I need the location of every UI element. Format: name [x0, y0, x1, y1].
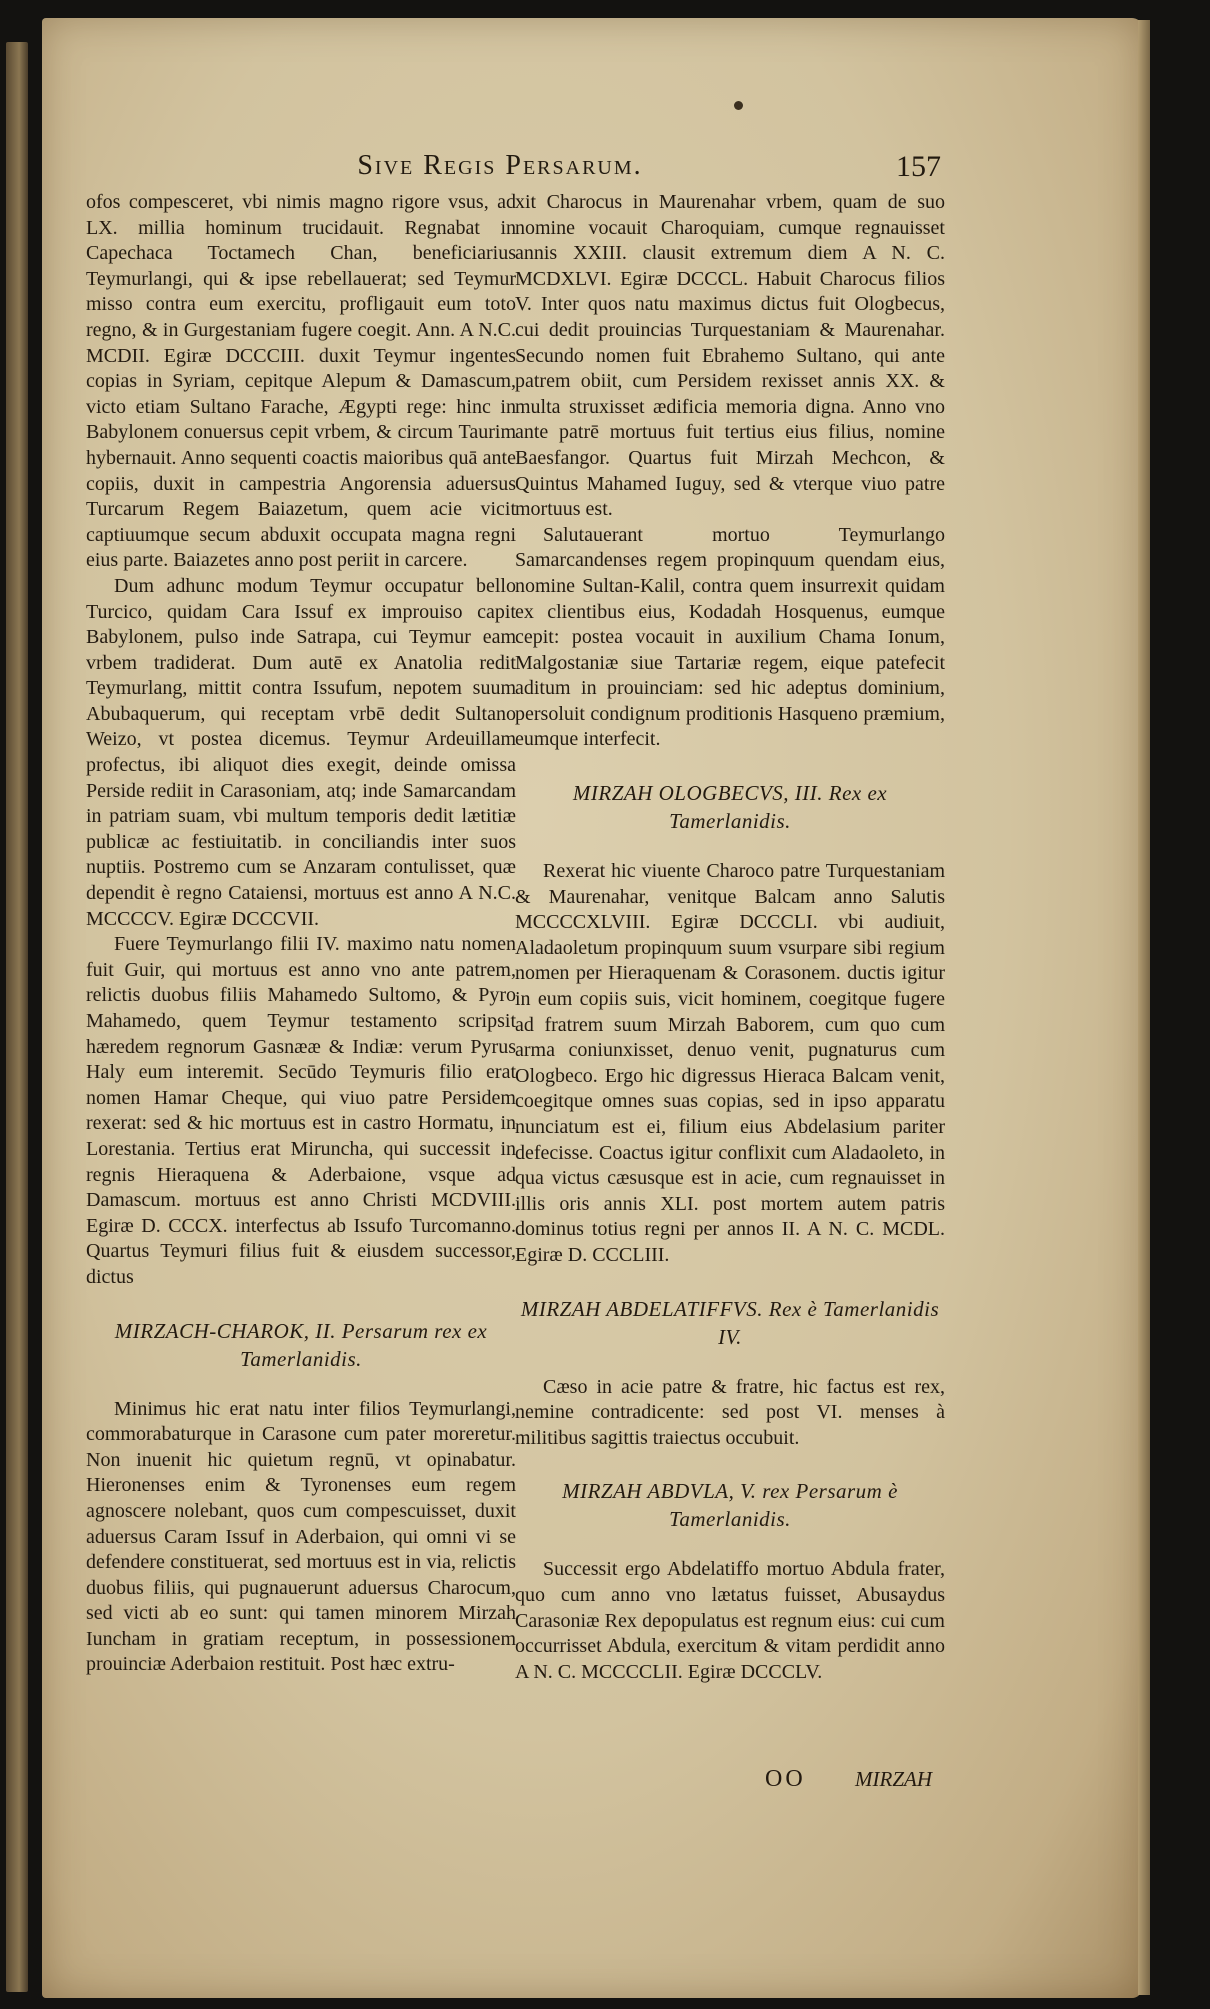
right-paragraph-1: xit Charocus in Maurenahar vrbem, quam de suo nomine vocauit Charoquiam, cumque regnauisset annis XXIII. clausit extremum diem A N. C. MCDXLVI. Egiræ DCCCL. Habuit Charocus filios V. Inter quos natu maximus dictus fuit Ologbecus, cui dedit prouincias Turquestaniam & Maurenahar. Secundo nomen fuit Ebrahemo Sultano, qui ante patrem obiit, cum Persidem rexisset annis XX. & multa struxisset ædificia memoria digna. Anno vno ante patrē mortuus fuit tertius eius filius, nomine Baesfangor. Quartus fuit Mirzah Mechcon, & Quintus Mahamed Iuguy, sed & vterque viuo patre mortuus est.: [515, 191, 945, 521]
running-head: Sive Regis Persarum.: [357, 150, 643, 181]
section-heading-ologbecus: MIRZAH OLOGBECVS, III. Rex ex Tamerlanidis.: [572, 781, 888, 834]
catchword: MIRZAH: [855, 1767, 932, 1791]
left-paragraph-3: Fuere Teymurlango filii IV. maximo natu nomen fuit Guir, qui mortuus est anno vno ante patrem, relictis duobus filiis Mahamedo Sultomo, & Pyro Mahamedo, quem Teymur testamento scripsit hæredem regnorum Gasnææ & Indiæ: verum Pyrus Haly eum interemit. Secūdo Teymuris filio erat nomen Hamar Cheque, qui viuo patre Persidem rexerat: sed & hic mortuus est in castro Hormatu, in Lorestania. Tertius erat Miruncha, qui successit in regnis Hieraquena & Aderbaione, vsque ad Damascum. mortuus est anno Christi MCDVIII. Egiræ D. CCCX. interfectus ab Issufo Turcomanno. Quartus Teymuri filius fuit & eiusdem successor, dictus: [86, 933, 516, 1288]
left-paragraph-2: Dum adhunc modum Teymur occupatur bello Turcico, quidam Cara Issuf ex improuiso capit Babylonem, pulso inde Satrapa, cui Teymur eam vrbem tradiderat. Dum autē ex Anatolia redit Teymurlang, mittit contra Issufum, nepotem suum Abubaquerum, qui receptam vrbē dedit Sultano Weizo, vt postea dicemus. Teymur Ardeuillam profectus, ibi aliquot dies exegit, deinde omissa Perside rediit in Carasoniam, atq; inde Samarcandam in patriam suam, vbi multum temporis dedit lætitiæ publicæ ac festiuitatib. in conciliandis inter suos nuptiis. Postremo cum se Anzaram contulisset, quæ dependit è regno Cataiensi, mortuus est anno A N.C. MCCCCV. Egiræ DCCCVII.: [86, 574, 516, 930]
right-paragraph-4: Cæso in acie patre & fratre, hic factus est rex, nemine contradicente: sed post VI. menses à militibus sagittis traiectus occubuit.: [515, 1375, 945, 1449]
right-paragraph-3: Rexerat hic viuente Charoco patre Turquestaniam & Maurenahar, venitque Balcam anno Salutis MCCCCXLVIII. Egiræ DCCCLI. vbi audiuit, Aladaoletum propinquum suum vsurpare sibi regium nomen per Hieraquenam & Corasonem. ductis igitur in eum copiis suis, vicit hominem, coegitque fugere ad fratrem suum Mirzah Baborem, cum quo cum arma coniunxisset, denuo venit, pugnaturus cum Ologbeco. Ergo hic digressus Hieraca Balcam venit, coegitque omnes suas copias, sed in ipso apparatu nunciatum est ei, filium eius Abdelasium pariter defecisse. Coactus igitur conflixit cum Aladaoleto, in qua victus cæsusque est in acie, cum regnauisset in illis oris annis XLI. post mortem autem patris dominus totius regni per annos II. A N. C. MCDL. Egiræ D. CCCLIII.: [515, 860, 945, 1266]
left-column: [86, 190, 516, 1678]
ink-speck: [734, 101, 743, 110]
previous-page-edge: [6, 42, 28, 1992]
section-heading-abdula: MIRZAH ABDVLA, V. rex Persarum è Tamerlanidis.: [562, 1479, 898, 1532]
page-fore-edge: [1138, 20, 1150, 1995]
page-number: 157: [896, 150, 941, 183]
left-paragraph-1: ofos compesceret, vbi nimis magno rigore vsus, ad LX. millia hominum trucidauit. Regnabat in Capechaca Toctamech Chan, beneficiarius Teymurlangi, qui & ipse rebellauerat; sed Teymur misso contra eum exercitu, profligauit eum toto regno, & in Gurgestaniam fugere coegit. Ann. A N.C. MCDII. Egiræ DCCCIII. duxit Teymur ingentes copias in Syriam, cepitque Alepum & Damascum, victo etiam Sultano Farache, Ægypti rege: hinc in Babylonem conuersus cepit vrbem, & circum Taurim hybernauit. Anno sequenti coactis maioribus quā ante copiis, duxit in campestria Angorensia aduersus Turcarum Regem Baiazetum, quem acie vicit captiuumque secum abduxit occupata magna regni eius parte. Baiazetes anno post periit in carcere.: [86, 191, 516, 572]
signature-mark: OO: [765, 1766, 806, 1792]
left-paragraph-4: Minimus hic erat natu inter filios Teymurlangi, commorabaturque in Carasone cum pater moreretur. Non inuenit hic quietum regnū, vt opinabatur. Hieronenses enim & Tyronenses eum regem agnoscere nolebant, quos cum compescuisset, duxit aduersus Caram Issuf in Aderbaion, qui omni vi se defendere constituerat, sed mortuus est in via, relictis duobus filiis, qui pugnauerunt aduersus Charocum, sed victi ab eo sunt: qui tamen minorem Mirzah Iuncham in gratiam receptum, in possessionem prouinciæ Aderbaion restituit. Post hæc extru-: [86, 1397, 516, 1676]
right-column: [515, 190, 945, 1685]
section-heading-abdelatiffus: MIRZAH ABDELATIFFVS. Rex è Tamerlanidis IV.: [520, 1296, 940, 1349]
section-heading-charok: MIRZACH-CHAROK, II. Persarum rex ex Tamerlanidis.: [114, 1318, 488, 1371]
right-paragraph-2: Salutauerant mortuo Teymurlango Samarcandenses regem propinquum quendam eius, nomine Sultan-Kalil, contra quem insurrexit quidam ex clientibus eius, Kodadah Hosquenus, eumque cepit: postea vocauit in auxilium Chama Ionum, Malgostaniæ siue Tartariæ regem, eique patefecit aditum in prouinciam: sed hic adeptus dominium, persoluit condignum proditionis Hasqueno præmium, eumque interfecit.: [515, 523, 945, 751]
right-paragraph-5: Successit ergo Abdelatiffo mortuo Abdula frater, quo cum anno vno lætatus fuisset, Abusaydus Carasoniæ Rex depopulatus est regnum eius: cui cum occurrisset Abdula, exercitum & vitam perdidit anno A N. C. MCCCCLII. Egiræ DCCCLV.: [515, 1558, 945, 1683]
